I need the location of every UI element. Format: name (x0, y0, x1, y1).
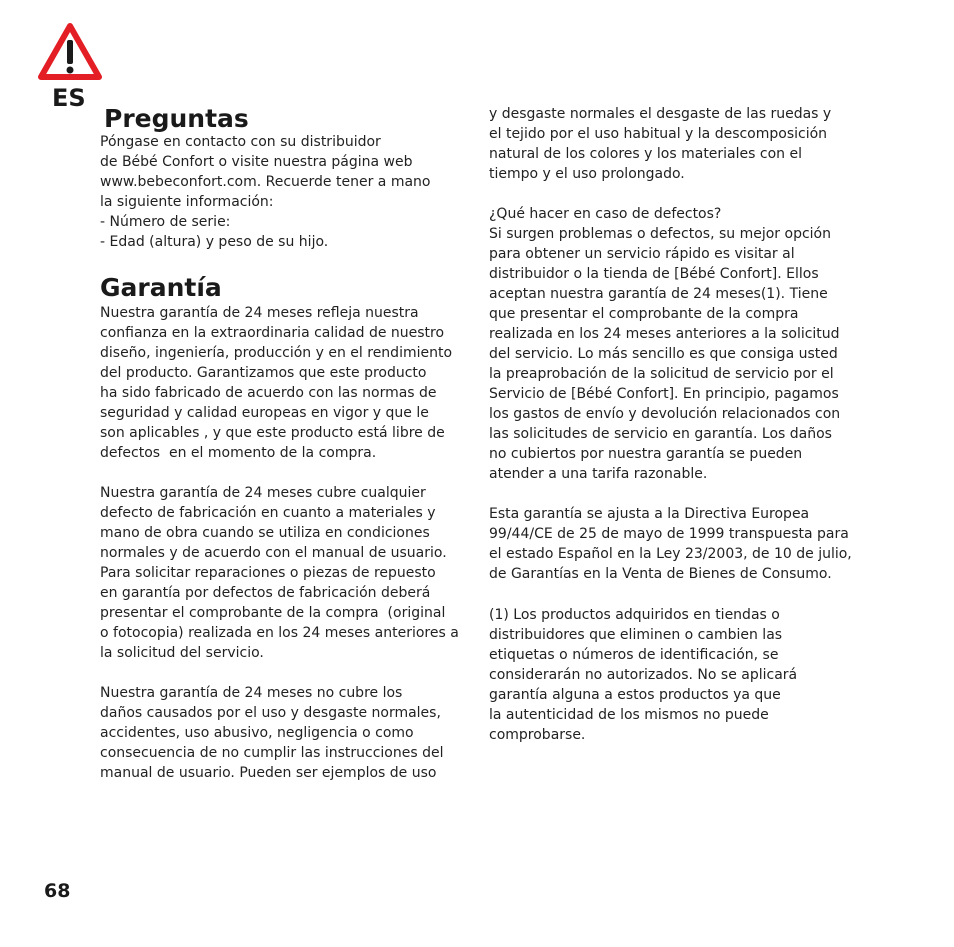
section-title-preguntas: Preguntas (104, 104, 249, 133)
section-title-garantia: Garantía (100, 273, 222, 302)
right-paragraph-3: Esta garantía se ajusta a la Directiva Europea 99/44/CE de 25 de mayo de 1999 transpuesta para el estado Español en la Ley 23/2003, de 10 de julio, de Garantías en la Venta de Bienes de Consumo. (489, 506, 852, 582)
preguntas-text: Póngase en contacto con su distribuidor de Bébé Confort o visite nuestra página web www.bebeconfort.com. Recuerde tener a mano la siguiente información: - Número de serie: - Edad (altura) y peso de su hijo. (100, 134, 431, 250)
language-code: ES (52, 84, 86, 112)
garantia-paragraph-3: Nuestra garantía de 24 meses no cubre los daños causados por el uso y desgaste normales, accidentes, uso abusivo, negligencia o como consecuencia de no cumplir las instrucciones del manual de usuario. Pueden ser ejemplos de uso (100, 685, 444, 781)
right-paragraph-4: (1) Los productos adquiridos en tiendas o distribuidores que eliminen o cambien las etiquetas o números de identificación, se considerarán no autorizados. No se aplicará garantía alguna a estos productos ya que la autenticidad de los mismos no puede comprobarse. (489, 607, 798, 743)
right-paragraph-1: y desgaste normales el desgaste de las ruedas y el tejido por el uso habitual y la descomposición natural de los colores y los materiales con el tiempo y el uso prolongado. (489, 106, 832, 182)
page-number: 68 (44, 880, 71, 902)
garantia-paragraph-2: Nuestra garantía de 24 meses cubre cualquier defecto de fabricación en cuanto a materiales y mano de obra cuando se utiliza en condiciones normales y de acuerdo con el manual de usuario. Para solicitar reparaciones o piezas de repuesto en garantía por defectos de fabricación deberá presentar el comprobante de la compra (original o fotocopia) realizada en los 24 meses anteriores a la solicitud del servicio. (100, 485, 459, 661)
warning-triangle-icon (37, 22, 103, 82)
garantia-paragraph-1: Nuestra garantía de 24 meses refleja nuestra confianza en la extraordinaria calidad de nuestro diseño, ingeniería, producción y en el rendimiento del producto. Garantizamos que este producto ha sido fabricado de acuerdo con las normas de seguridad y calidad europeas en vigor y que le son aplicables , y que este producto está libre de defectos en el momento de la compra. (100, 305, 453, 461)
right-paragraph-2: ¿Qué hacer en caso de defectos? Si surgen problemas o defectos, su mejor opción para obtener un servicio rápido es visitar al distribuidor o la tienda de [Bébé Confort]. Ellos aceptan nuestra garantía de 24 meses(1). Tiene que presentar el comprobante de la compra realizada en los 24 meses anteriores a la solicitud del servicio. Lo más sencillo es que consiga usted la preaprobación de la solicitud de servicio por el Servicio de [Bébé Confort]. En principio, pagamos los gastos de envío y devolución relacionados con las solicitudes de servicio en garantía. Los daños no cubiertos por nuestra garantía se pueden atender a una tarifa razonable. (489, 206, 841, 482)
